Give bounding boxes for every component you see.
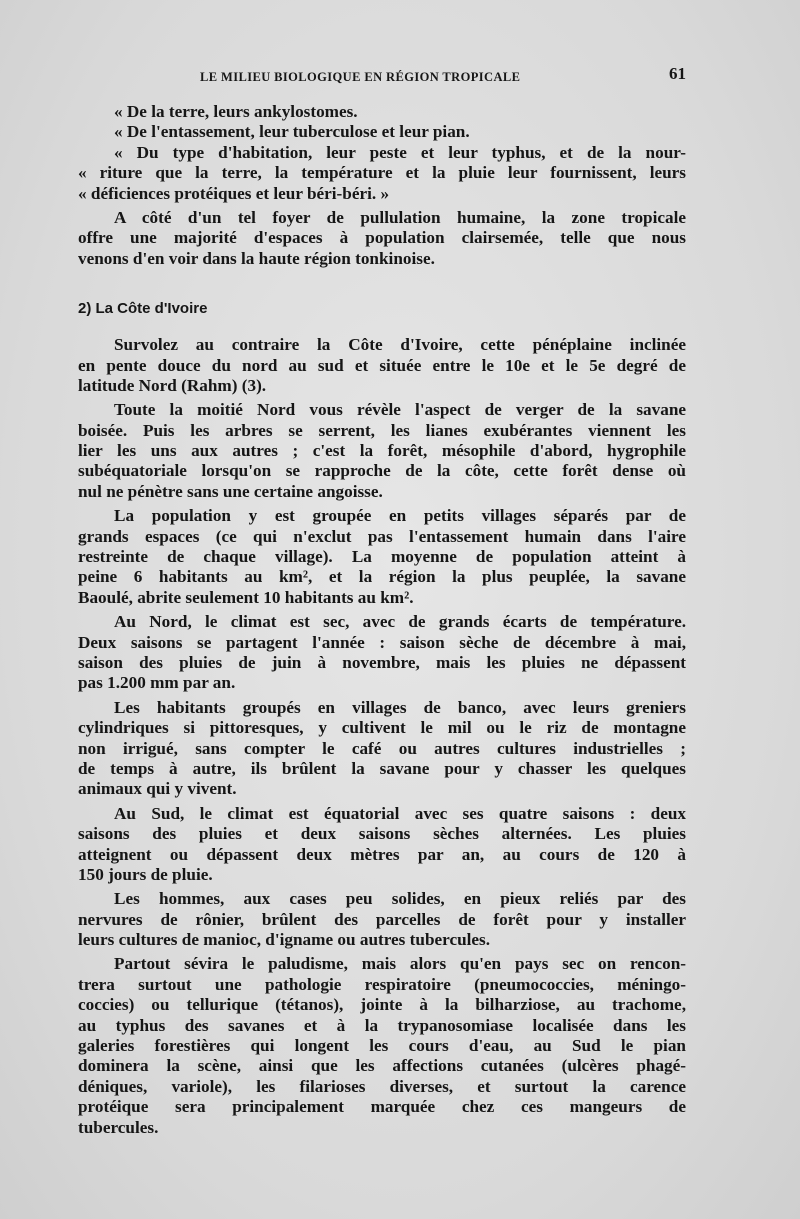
- paragraph-line: Au Nord, le climat est sec, avec de grands écarts de température.: [114, 612, 686, 632]
- paragraph-hommes: [78, 889, 686, 950]
- paragraph-line: trera surtout une pathologie respiratoire (pneumococcies, méningo-: [78, 974, 686, 994]
- paragraph-line: Au Sud, le climat est équatorial avec ses quatre saisons : deux: [114, 803, 686, 823]
- paragraph-line: en pente douce du nord au sud et située entre le 10e et le 5e degré de: [78, 355, 686, 375]
- paragraph-line: au typhus des savanes et à la trypanosomiase localisée dans les: [78, 1015, 686, 1035]
- running-title: LE MILIEU BIOLOGIQUE EN RÉGION TROPICALE: [200, 70, 521, 84]
- paragraph-line: pas 1.200 mm par an.: [78, 673, 236, 693]
- page-body: [78, 102, 686, 1142]
- quote-line: « De la terre, leurs ankylostomes.: [114, 102, 358, 121]
- page-number: 61: [669, 64, 686, 83]
- paragraph-line: saisons des pluies et deux saisons sèches alternées. Les pluies: [78, 824, 686, 844]
- paragraph-line: lier les uns aux autres ; c'est la forêt, mésophile d'abord, hygrophile: [78, 441, 686, 461]
- paragraph-line: protéique sera principalement marquée chez ces mangeurs de: [78, 1097, 686, 1117]
- paragraph-line: Les habitants groupés en villages de banco, avec leurs greniers: [114, 697, 686, 717]
- paragraph-line: galeries forestières qui longent les cours d'eau, au Sud le pian: [78, 1036, 686, 1056]
- quote-line: « Du type d'habitation, leur peste et leur typhus, et de la nour-: [114, 142, 686, 162]
- paragraph-line: cylindriques si pittoresques, y cultivent le mil ou le riz de montagne: [78, 718, 686, 738]
- paragraph-line: atteignent ou dépassent deux mètres par an, au cours de 120 à: [78, 844, 686, 864]
- paragraph-moitie-nord: [78, 400, 686, 502]
- paragraph-survolez: [78, 335, 686, 396]
- paragraph-line: de temps à autre, ils brûlent la savane pour y chasser les quelques: [78, 758, 686, 778]
- paragraph-population: [78, 506, 686, 608]
- paragraph-line: peine 6 habitants au km², et la région la plus peuplée, la savane: [78, 567, 686, 587]
- paragraph-line: venons d'en voir dans la haute région tonkinoise.: [78, 248, 435, 268]
- paragraph-sud-climat: [78, 804, 686, 886]
- paragraph-line: Deux saisons se partagent l'année : saison sèche de décembre à mai,: [78, 632, 686, 652]
- quote-line: « De l'entassement, leur tuberculose et leur pian.: [114, 122, 470, 142]
- paragraph-line: grands espaces (ce qui n'exclut pas l'entassement humain dans l'aire: [78, 526, 686, 546]
- page-header: [200, 64, 686, 88]
- paragraph-line: déniques, variole), les filarioses diverses, et surtout la carence: [78, 1076, 686, 1096]
- paragraph-line: offre une majorité d'espaces à population clairsemée, telle que nous: [78, 228, 686, 248]
- paragraph-line: boisée. Puis les arbres se serrent, les lianes exubérantes viennent les: [78, 420, 686, 440]
- section-title: 2) La Côte d'Ivoire: [78, 300, 208, 318]
- paragraph-line: latitude Nord (Rahm) (3).: [78, 375, 267, 395]
- paragraph-line: restreinte de chaque village). La moyenne de population atteint à: [78, 547, 686, 567]
- paragraph-line: tubercules.: [78, 1117, 159, 1137]
- paragraph-line: saison des pluies de juin à novembre, mais les pluies ne dépassent: [78, 652, 686, 672]
- paragraph-habitants: [78, 698, 686, 800]
- paragraph-line: Partout sévira le paludisme, mais alors qu'en pays sec on rencon-: [114, 954, 686, 974]
- paragraph-line: Les hommes, aux cases peu solides, en pieux reliés par des: [114, 889, 686, 909]
- paragraph-line: non irrigué, sans compter le café ou autres cultures industrielles ;: [78, 738, 686, 758]
- paragraph-line: nervures de rônier, brûlent des parcelles de forêt pour y installer: [78, 909, 686, 929]
- paragraph-nord-climat: [78, 612, 686, 694]
- paragraph-line: animaux qui y vivent.: [78, 779, 237, 799]
- paragraph-line: Survolez au contraire la Côte d'Ivoire, cette pénéplaine inclinée: [114, 335, 686, 355]
- paragraph-paludisme: [78, 954, 686, 1138]
- paragraph-line: La population y est groupée en petits villages séparés par de: [114, 506, 686, 526]
- paragraph-line: Baoulé, abrite seulement 10 habitants au km².: [78, 587, 414, 607]
- paragraph-line: coccies) ou tellurique (tétanos), jointe à la bilharziose, au trachome,: [78, 995, 686, 1015]
- paragraph-line: dominera la scène, ainsi que les affections cutanées (ulcères phagé-: [78, 1056, 686, 1076]
- intro-paragraph: [78, 208, 686, 269]
- paragraph-line: leurs cultures de manioc, d'igname ou autres tubercules.: [78, 930, 491, 950]
- paragraph-line: 150 jours de pluie.: [78, 864, 213, 884]
- paragraph-line: Toute la moitié Nord vous révèle l'aspect de verger de la savane: [114, 400, 686, 420]
- quote-block: [78, 102, 686, 204]
- quote-line: « déficiences protéiques et leur béri-béri. »: [78, 183, 390, 203]
- paragraph-line: subéquatoriale lorsqu'on se rapproche de la côte, cette forêt dense où: [78, 461, 686, 481]
- paragraph-line: nul ne pénètre sans une certaine angoisse.: [78, 481, 383, 501]
- paragraph-line: A côté d'un tel foyer de pullulation humaine, la zone tropicale: [114, 207, 686, 227]
- quote-line: « riture que la terre, la température et la pluie leur fournissent, leurs: [78, 163, 686, 183]
